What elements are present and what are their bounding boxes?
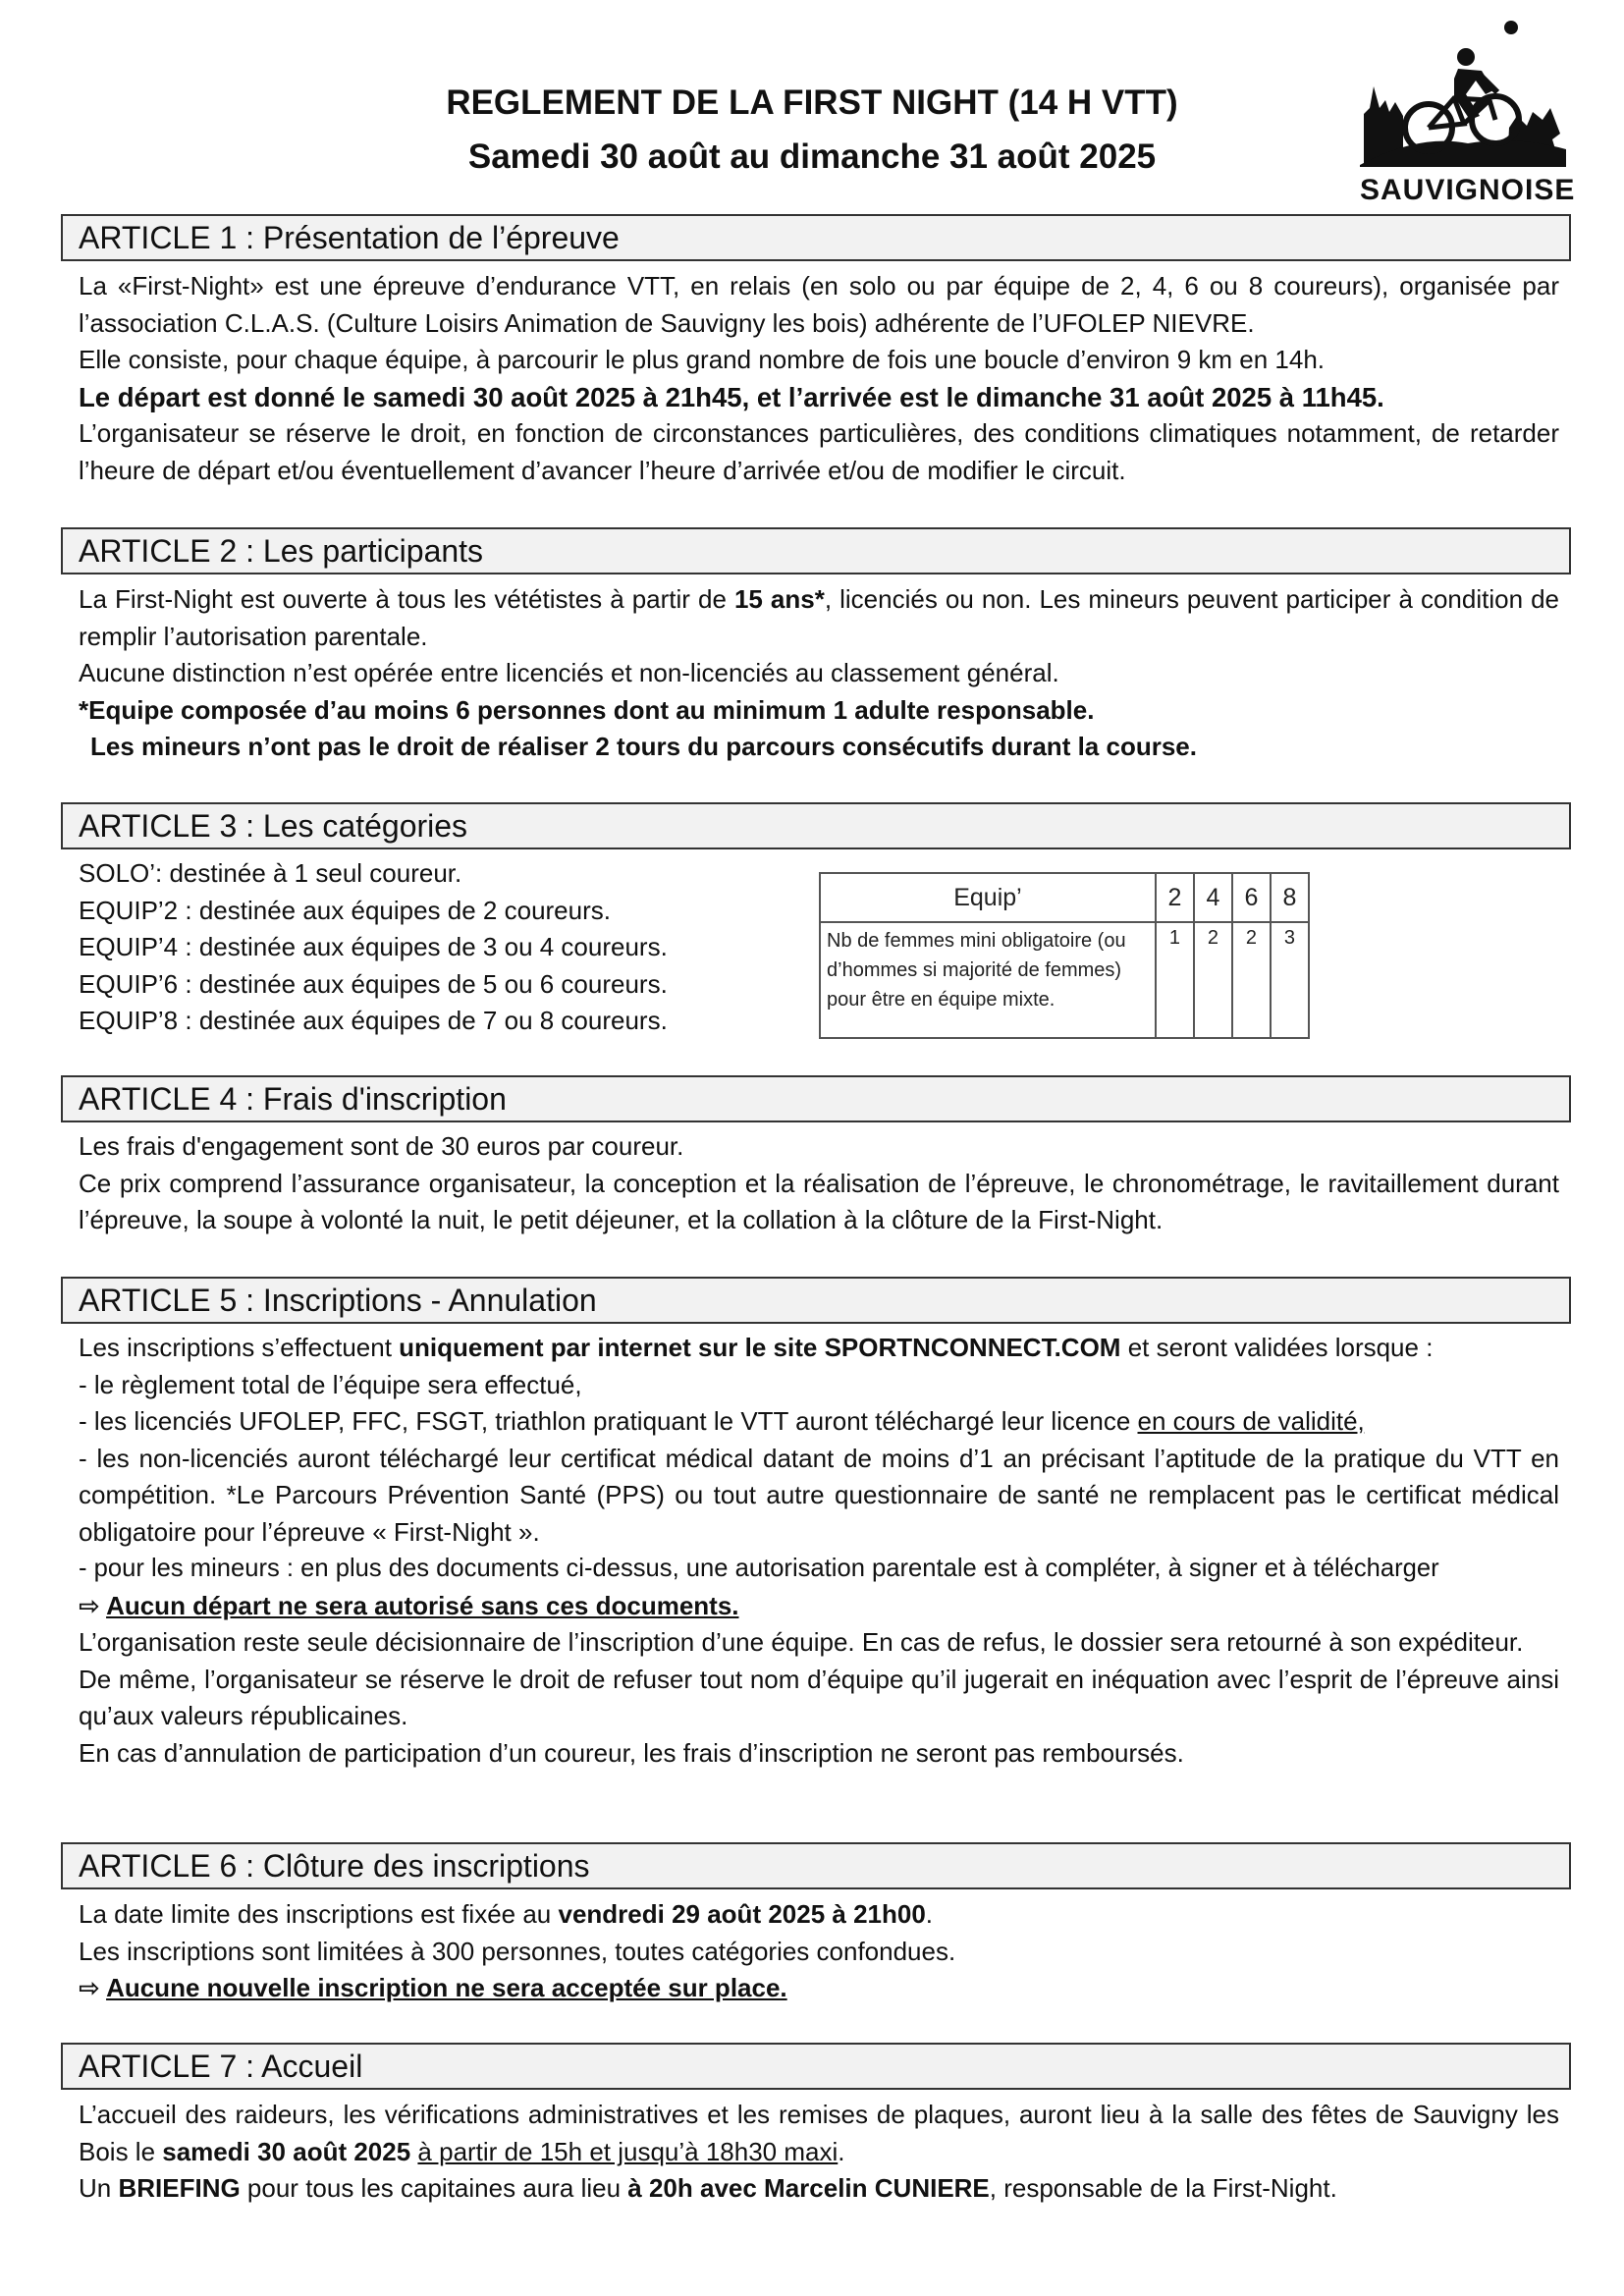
article-5-p2: - le règlement total de l’équipe sera effectué, [79,1369,582,1399]
article-1-p4: L’organisateur se réserve le droit, en fonction de circonstances particulières, des conditions climatiques notamment, de retarder l’heure de départ et/ou éventuellement d’avancer l’heure d’arrivée et/ou de modifier le circuit. [79,418,1559,485]
table-cell: 1 [1156,922,1194,1038]
article-5-p8: De même, l’organisateur se réserve le droit de refuser tout nom d’équipe qu’il jugerait en inéquation avec l’esprit de l’épreuve ainsi qu’aux valeurs républicaines. [79,1664,1559,1730]
document-date-subtitle: Samedi 30 août au dimanche 31 août 2025 [467,137,1157,176]
categories-list [79,855,746,1040]
article-1-body [79,268,1559,489]
article-5-body [79,1330,1559,1772]
article-2-p3: *Equipe composée d’au moins 6 personnes dont au minimum 1 adulte responsable. [79,694,1095,725]
table-row [820,922,1309,1038]
article-6-p3 [79,1970,1559,2007]
article-1-heading: ARTICLE 1 : Présentation de l’épreuve [61,214,1571,261]
category-item: EQUIP’6 : destinée aux équipes de 5 ou 6 coureurs. [79,968,668,999]
article-7-p2-c: pour tous les capitaines aura lieu [240,2173,628,2203]
article-6-body [79,1896,1559,2007]
table-header-cell: 2 [1156,873,1194,922]
article-5-p1-c: et seront validées lorsque : [1120,1333,1434,1362]
mixed-team-table [819,872,1310,1039]
article-6-p1-a: La date limite des inscriptions est fixée au [79,1899,559,1929]
article-7-p1-e: . [838,2136,845,2166]
article-7-p1-d: à partir de 15h et jusqu’à 18h30 maxi [417,2136,839,2166]
table-header-cell: 6 [1232,873,1271,922]
article-1-p1: La «First-Night» est une épreuve d’endurance VTT, en relais (en solo ou par équipe de 2, 4, 6 ou 8 coureurs), organisée par l’association C.L.A.S. (Culture Loisirs Animation de Sauvigny les bois) adhérente de l’UFOLEP NIEVRE. [79,271,1559,338]
club-logo [1360,18,1576,209]
cyclist-icon [1360,18,1566,175]
article-5-p7: L’organisation reste seule décisionnaire de l’inscription d’une équipe. En cas de refus, le dossier sera retourné à son expéditeur. [79,1627,1524,1657]
category-item: EQUIP’2 : destinée aux équipes de 2 coureurs. [79,895,611,925]
article-4-body [79,1128,1559,1239]
article-7-body [79,2097,1559,2208]
article-5-p9: En cas d’annulation de participation d’un coureur, les frais d’inscription ne seront pas remboursés. [79,1737,1184,1768]
article-2-p4: Les mineurs n’ont pas le droit de réaliser 2 tours du parcours consécutifs durant la course. [90,732,1197,761]
article-6-p2: Les inscriptions sont limitées à 300 personnes, toutes catégories confondues. [79,1936,956,1966]
article-1-p2: Elle consiste, pour chaque équipe, à parcourir le plus grand nombre de fois une boucle d’environ 9 km en 14h. [79,345,1326,374]
article-1-p3: Le départ est donné le samedi 30 août 2025 à 21h45, et l’arrivée est le dimanche 31 août 2025 à 11h45. [79,381,1384,412]
article-5-p4: - les non-licenciés auront téléchargé leur certificat médical datant de moins d’1 an précisant l’aptitude de la pratique du VTT en compétition. *Le Parcours Prévention Santé (PPS) ou tout autre questionnaire de santé ne remplacent pas le certificat médical obligatoire pour l’épreuve « First-Night ». [79,1443,1559,1547]
table-header-cell: 4 [1194,873,1232,922]
article-5-p3-b: en cours de validité, [1137,1406,1365,1436]
article-6-p1 [79,1896,1559,1934]
article-5-p6 [79,1588,1559,1625]
article-2-p2: Aucune distinction n’est opérée entre licenciés et non-licenciés au classement général. [79,658,1059,687]
article-2-p1-c: , licenciés ou non. Les mineurs peuvent participer à condition de remplir l’autorisation parentale. [79,584,1560,651]
article-2-body [79,581,1559,766]
article-7-heading: ARTICLE 7 : Accueil [61,2043,1571,2090]
registration-website: uniquement par internet sur le site SPORTNCONNECT.COM [399,1333,1121,1362]
table-header-label: Equip’ [820,873,1156,922]
document-title: REGLEMENT DE LA FIRST NIGHT (14 H VTT) [446,83,1178,122]
arrow-right-icon: ⇨ [79,1590,100,1620]
article-5-p5: - pour les mineurs : en plus des documents ci-dessus, une autorisation parentale est à compléter, à signer et à télécharger [79,1555,1439,1582]
article-5-p3 [79,1403,1559,1441]
article-2-p1-a: La First-Night est ouverte à tous les vététistes à partir de [79,584,734,614]
article-5-p1 [79,1330,1559,1367]
article-7-p2 [79,2170,1559,2208]
article-2-heading: ARTICLE 2 : Les participants [61,527,1571,574]
table-row-label: Nb de femmes mini obligatoire (ou d’hommes si majorité de femmes) pour être en équipe mixte. [820,922,1156,1038]
article-6-heading: ARTICLE 6 : Clôture des inscriptions [61,1842,1571,1889]
article-3-heading: ARTICLE 3 : Les catégories [61,802,1571,849]
article-4-p2: Ce prix comprend l’assurance organisateur, la conception et la réalisation de l’épreuve, le chronométrage, le ravitaillement durant l’épreuve, la soupe à volonté la nuit, le petit déjeuner, et la collation à la clôture de la First-Night. [79,1168,1559,1234]
registration-deadline: vendredi 29 août 2025 à 21h00 [558,1899,926,1929]
article-5-heading: ARTICLE 5 : Inscriptions - Annulation [61,1277,1571,1324]
article-7-p2-d: à 20h avec Marcelin CUNIERE [627,2173,990,2203]
article-4-heading: ARTICLE 4 : Frais d'inscription [61,1075,1571,1122]
article-2-p1-b: 15 ans* [733,584,825,614]
table-cell: 2 [1194,922,1232,1038]
article-5-p1-a: Les inscriptions s’effectuent [79,1333,400,1362]
table-cell: 3 [1271,922,1309,1038]
article-7-p1 [79,2097,1559,2170]
category-item: EQUIP’4 : destinée aux équipes de 3 ou 4 coureurs. [79,932,668,961]
article-2-p1 [79,581,1559,655]
table-header-cell: 8 [1271,873,1309,922]
article-7-p2-e: , responsable de la First-Night. [989,2173,1337,2203]
arrow-right-icon: ⇨ [79,1973,100,2002]
article-6-p1-c: . [925,1899,934,1929]
article-4-p1: Les frais d'engagement sont de 30 euros par coureur. [79,1131,684,1161]
article-5-p6-text: Aucun départ ne sera autorisé sans ces documents. [106,1590,739,1620]
article-5-p3-a: - les licenciés UFOLEP, FFC, FSGT, triathlon pratiquant le VTT auront téléchargé leur licence [79,1406,1138,1436]
table-header-row [820,873,1309,922]
table-cell: 2 [1232,922,1271,1038]
category-item: EQUIP’8 : destinée aux équipes de 7 ou 8 coureurs. [79,1006,668,1035]
article-7-p2-a: Un [79,2173,119,2203]
category-item: SOLO’: destinée à 1 seul coureur. [79,858,462,888]
article-7-p2-b: BRIEFING [118,2173,241,2203]
article-7-p1-b: samedi 30 août 2025 [162,2136,411,2166]
logo-text: SAUVIGNOISE [1360,174,1576,206]
article-6-p3-text: Aucune nouvelle inscription ne sera acceptée sur place. [106,1973,787,2002]
article-7-p1-a: L’accueil des raideurs, les vérifications administratives et les remises de plaques, auront lieu à la salle des fêtes de Sauvigny les Bois le [79,2100,1559,2166]
